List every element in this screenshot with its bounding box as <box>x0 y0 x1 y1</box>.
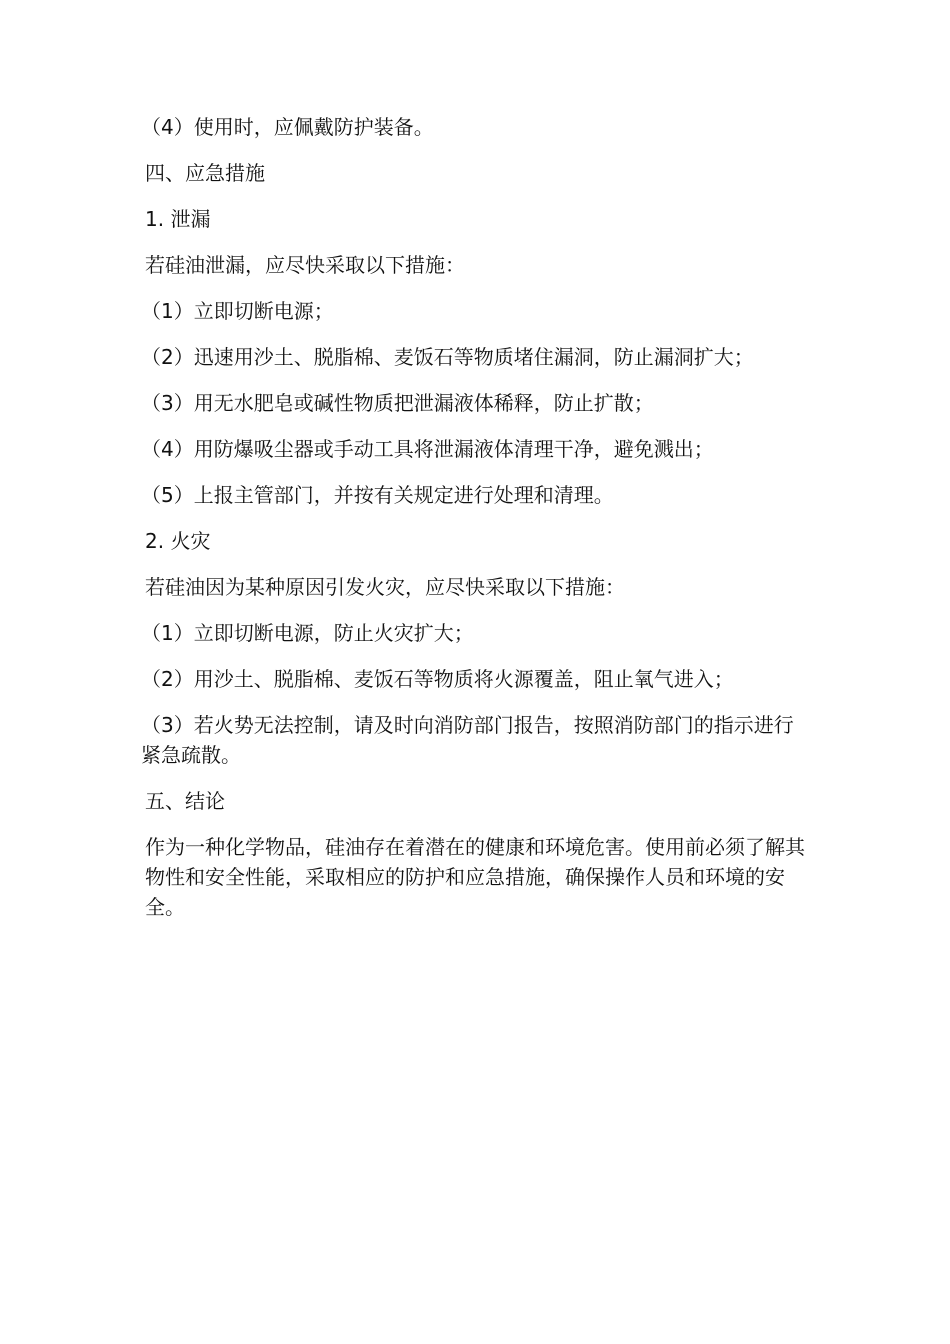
list-item-use-protection: （4）使用时，应佩戴防护装备。 <box>141 115 434 139</box>
list-item-leak-1: （1）立即切断电源； <box>141 299 334 323</box>
paragraph-fire-intro: 若硅油因为某种原因引发火灾，应尽快采取以下措施： <box>145 575 625 599</box>
paragraph-leak-intro: 若硅油泄漏，应尽快采取以下措施： <box>145 253 465 277</box>
list-item-leak-2: （2）迅速用沙土、脱脂棉、麦饭石等物质堵住漏洞，防止漏洞扩大； <box>141 345 754 369</box>
list-item-fire-1: （1）立即切断电源，防止火灾扩大； <box>141 621 474 645</box>
list-item-leak-4: （4）用防爆吸尘器或手动工具将泄漏液体清理干净，避免溅出； <box>141 437 714 461</box>
document-body <box>141 112 835 938</box>
list-item-fire-3: （3）若火势无法控制，请及时向消防部门报告，按照消防部门的指示进行紧急疏散。 <box>141 713 794 767</box>
section-heading-conclusion: 五、结论 <box>145 789 225 813</box>
list-item-leak-5: （5）上报主管部门，并按有关规定进行处理和清理。 <box>141 483 614 507</box>
list-item-fire-2: （2）用沙土、脱脂棉、麦饭石等物质将火源覆盖，阻止氧气进入； <box>141 667 734 691</box>
subsection-heading-leak: 1. 泄漏 <box>145 207 211 231</box>
section-heading-emergency: 四、应急措施 <box>145 161 265 185</box>
subsection-heading-fire: 2. 火灾 <box>145 529 211 553</box>
list-item-leak-3: （3）用无水肥皂或碱性物质把泄漏液体稀释，防止扩散； <box>141 391 654 415</box>
paragraph-conclusion: 作为一种化学物品，硅油存在着潜在的健康和环境危害。使用前必须了解其物性和安全性能，采取相应的防护和应急措施，确保操作人员和环境的安全。 <box>145 835 805 919</box>
